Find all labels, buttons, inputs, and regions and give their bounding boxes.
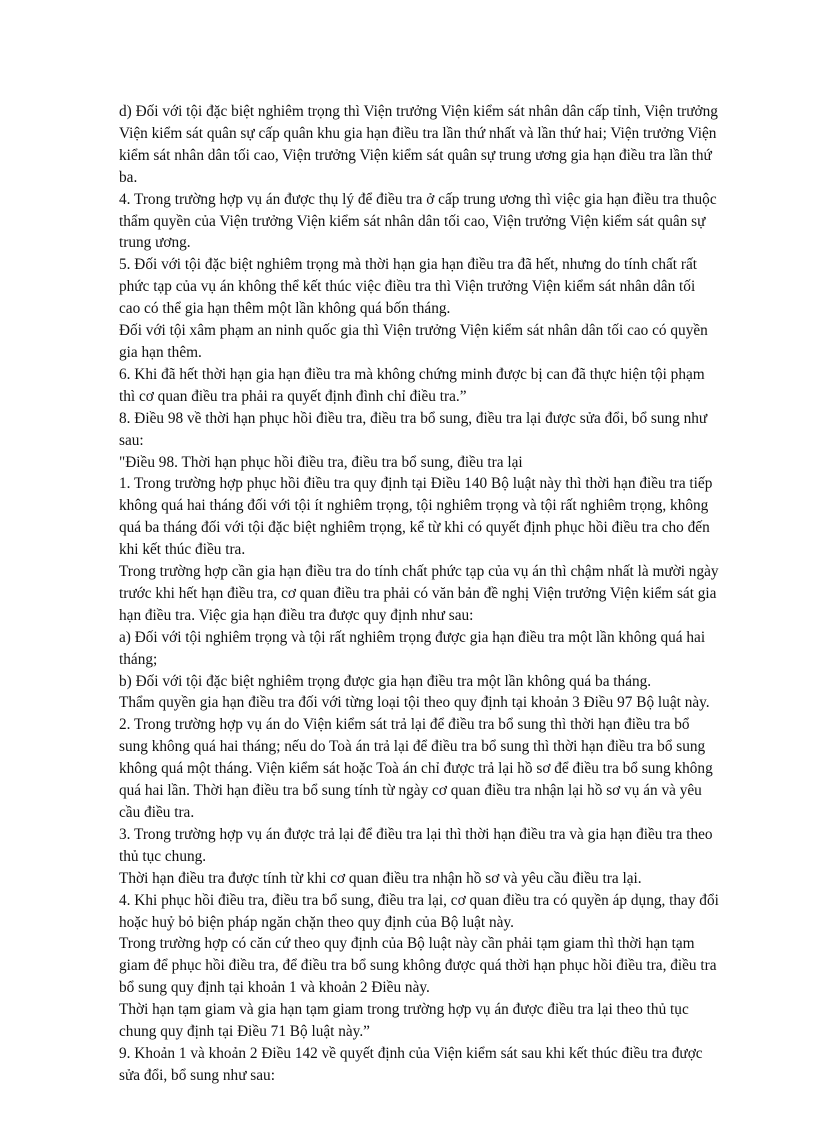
- paragraph-17: Thời hạn tạm giam và gia hạn tạm giam trong trường hợp vụ án được điều tra lại theo thủ tục chung quy định tại Điều 71 Bộ luật này.”: [119, 1001, 689, 1041]
- paragraph-8: Trong trường hợp cần gia hạn điều tra do tính chất phức tạp của vụ án thì chậm nhất là mười ngày trước khi hết hạn điều tra, cơ quan điều tra phải có văn bản đề nghị Viện trưởng Viện kiểm sát gia hạn điều tra. Việc gia hạn điều tra được quy định như sau:: [119, 563, 719, 624]
- paragraph-2: 5. Đối với tội đặc biệt nghiêm trọng mà thời hạn gia hạn điều tra đã hết, nhưng do tính chất rất phức tạp của vụ án không thể kết thúc việc điều tra thì Viện trưởng Viện kiểm sát nhân dân tối cao có thể gia hạn thêm một lần không quá bốn tháng.: [119, 256, 697, 318]
- paragraph-13: 3. Trong trường hợp vụ án được trả lại để điều tra lại thì thời hạn điều tra và gia hạn điều tra theo thủ tục chung.: [119, 825, 713, 865]
- paragraph-15: 4. Khi phục hồi điều tra, điều tra bổ sung, điều tra lại, cơ quan điều tra có quyền áp dụng, thay đổi hoặc huỷ bỏ biện pháp ngăn chặn theo quy định của Bộ luật này.: [119, 891, 719, 931]
- paragraph-3: Đối với tội xâm phạm an ninh quốc gia thì Viện trưởng Viện kiểm sát nhân dân tối cao có quyền gia hạn thêm.: [119, 322, 708, 361]
- paragraph-10: b) Đối với tội đặc biệt nghiêm trọng được gia hạn điều tra một lần không quá ba tháng.: [119, 672, 652, 690]
- document-body: [119, 101, 719, 1087]
- paragraph-11: Thẩm quyền gia hạn điều tra đối với từng loại tội theo quy định tại khoản 3 Điều 97 Bộ luật này.: [119, 694, 710, 712]
- paragraph-1: 4. Trong trường hợp vụ án được thụ lý để điều tra ở cấp trung ương thì việc gia hạn điều tra thuộc thẩm quyền của Viện trưởng Viện kiểm sát nhân dân tối cao, Viện trưởng Viện kiểm sát quân sự trung ương.: [119, 190, 717, 252]
- paragraph-9: a) Đối với tội nghiêm trọng và tội rất nghiêm trọng được gia hạn điều tra một lần không quá hai tháng;: [119, 628, 706, 668]
- paragraph-5: 8. Điều 98 về thời hạn phục hồi điều tra, điều tra bổ sung, điều tra lại được sửa đổi, bổ sung như sau:: [119, 409, 708, 449]
- paragraph-6: "Điều 98. Thời hạn phục hồi điều tra, điều tra bổ sung, điều tra lại: [119, 453, 523, 471]
- paragraph-14: Thời hạn điều tra được tính từ khi cơ quan điều tra nhận hồ sơ và yêu cầu điều tra lại.: [119, 869, 642, 887]
- paragraph-4: 6. Khi đã hết thời hạn gia hạn điều tra mà không chứng minh được bị can đã thực hiện tội phạm thì cơ quan điều tra phải ra quyết định đình chỉ điều tra.”: [119, 365, 705, 405]
- paragraph-0: d) Đối với tội đặc biệt nghiêm trọng thì Viện trưởng Viện kiểm sát nhân dân cấp tỉnh, Viện trưởng Viện kiểm sát quân sự cấp quân khu gia hạn điều tra lần thứ nhất và lần thứ hai; Viện trưởng Viện kiểm sát nhân dân tối cao, Viện trưởng Viện kiểm sát quân sự trung ương gia hạn điều tra lần thứ ba.: [119, 103, 718, 186]
- paragraph-12: 2. Trong trường hợp vụ án do Viện kiểm sát trả lại để điều tra bổ sung thì thời hạn điều tra bổ sung không quá hai tháng; nếu do Toà án trả lại để điều tra bổ sung thì thời hạn điều tra bổ sung không quá một tháng. Viện kiểm sát hoặc Toà án chỉ được trả lại hồ sơ để điều tra bổ sung không quá hai lần. Thời hạn điều tra bổ sung tính từ ngày cơ quan điều tra nhận lại hồ sơ vụ án và yêu cầu điều tra.: [119, 716, 713, 821]
- paragraph-7: 1. Trong trường hợp phục hồi điều tra quy định tại Điều 140 Bộ luật này thì thời hạn điều tra tiếp không quá hai tháng đối với tội ít nghiêm trọng, tội nghiêm trọng và tội rất nghiêm trọng, không quá ba tháng đối với tội đặc biệt nghiêm trọng, kể từ khi có quyết định phục hồi điều tra cho đến khi kết thúc điều tra.: [119, 475, 713, 559]
- paragraph-16: Trong trường hợp có căn cứ theo quy định của Bộ luật này cần phải tạm giam thì thời hạn tạm giam để phục hồi điều tra, để điều tra bổ sung không được quá thời hạn phục hồi điều tra, điều tra bổ sung quy định tại khoản 1 và khoản 2 Điều này.: [119, 935, 717, 997]
- paragraph-18: 9. Khoản 1 và khoản 2 Điều 142 về quyết định của Viện kiểm sát sau khi kết thúc điều tra được sửa đổi, bổ sung như sau:: [119, 1044, 703, 1084]
